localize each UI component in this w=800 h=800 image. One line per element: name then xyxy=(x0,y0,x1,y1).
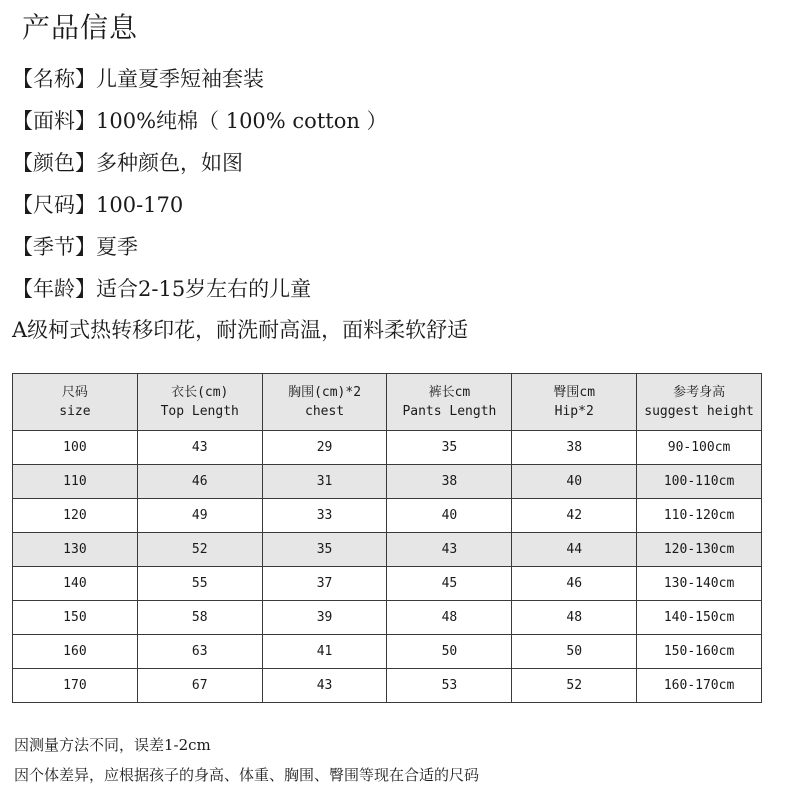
table-cell: 120-130cm xyxy=(637,533,762,567)
table-cell: 100 xyxy=(13,431,138,465)
info-key: 颜色 xyxy=(33,151,75,175)
info-key: 名称 xyxy=(33,67,75,91)
page-title: 产品信息 xyxy=(22,11,139,44)
column-header-suggest-height: 参考身高 suggest height xyxy=(637,374,762,431)
table-body xyxy=(13,431,762,703)
info-value: 儿童夏季短袖套装 xyxy=(96,67,264,91)
table-cell: 50 xyxy=(387,635,512,669)
info-key: 面料 xyxy=(33,109,75,133)
table-cell: 46 xyxy=(137,465,262,499)
info-key: 年龄 xyxy=(33,277,75,301)
table-cell: 39 xyxy=(262,601,387,635)
table-cell: 100-110cm xyxy=(637,465,762,499)
table-cell: 42 xyxy=(512,499,637,533)
table-cell: 38 xyxy=(387,465,512,499)
table-cell: 130 xyxy=(13,533,138,567)
info-value: 多种颜色，如图 xyxy=(96,151,243,175)
table-cell: 41 xyxy=(262,635,387,669)
info-key: 季节 xyxy=(33,235,75,259)
column-header-chest: 胸围(cm)*2 chest xyxy=(262,374,387,431)
table-cell: 48 xyxy=(387,601,512,635)
table-cell: 43 xyxy=(137,431,262,465)
table-row xyxy=(13,601,762,635)
table-cell: 40 xyxy=(512,465,637,499)
measurement-notes xyxy=(14,730,479,790)
info-row-name: 【名称】儿童夏季短袖套装 xyxy=(12,67,264,91)
column-header-size: 尺码 size xyxy=(13,374,138,431)
table-row xyxy=(13,499,762,533)
table-cell: 110-120cm xyxy=(637,499,762,533)
info-value: 夏季 xyxy=(96,235,138,259)
table-cell: 160 xyxy=(13,635,138,669)
table-cell: 45 xyxy=(387,567,512,601)
table-row xyxy=(13,635,762,669)
table-cell: 38 xyxy=(512,431,637,465)
table-cell: 43 xyxy=(262,669,387,703)
table-cell: 52 xyxy=(512,669,637,703)
table-cell: 48 xyxy=(512,601,637,635)
info-row-season: 【季节】夏季 xyxy=(12,235,138,259)
info-key: 尺码 xyxy=(33,193,75,217)
table-row xyxy=(13,669,762,703)
table-cell: 52 xyxy=(137,533,262,567)
info-row-color: 【颜色】多种颜色，如图 xyxy=(12,151,243,175)
table-cell: 160-170cm xyxy=(637,669,762,703)
table-row xyxy=(13,431,762,465)
note-measurement-error: 因测量方法不同，误差1-2cm xyxy=(14,736,211,754)
table-cell: 49 xyxy=(137,499,262,533)
table-cell: 67 xyxy=(137,669,262,703)
table-cell: 150 xyxy=(13,601,138,635)
info-value: 100-170 xyxy=(96,193,184,217)
feature-description: A级柯式热转移印花，耐洗耐高温，面料柔软舒适 xyxy=(12,318,469,342)
table-cell: 140-150cm xyxy=(637,601,762,635)
table-cell: 110 xyxy=(13,465,138,499)
table-row xyxy=(13,567,762,601)
table-cell: 170 xyxy=(13,669,138,703)
note-size-advice: 因个体差异，应根据孩子的身高、体重、胸围、臀围等现在合适的尺码 xyxy=(14,766,480,784)
table-cell: 58 xyxy=(137,601,262,635)
table-cell: 35 xyxy=(262,533,387,567)
table-header-row xyxy=(13,374,762,431)
info-row-age: 【年龄】适合2-15岁左右的儿童 xyxy=(12,277,312,301)
column-header-pants-length: 裤长cm Pants Length xyxy=(387,374,512,431)
table-row xyxy=(13,533,762,567)
table-cell: 33 xyxy=(262,499,387,533)
table-cell: 150-160cm xyxy=(637,635,762,669)
product-info-list xyxy=(12,62,388,314)
info-row-size: 【尺码】100-170 xyxy=(12,193,184,217)
table-cell: 63 xyxy=(137,635,262,669)
table-cell: 90-100cm xyxy=(637,431,762,465)
table-cell: 31 xyxy=(262,465,387,499)
table-cell: 46 xyxy=(512,567,637,601)
table-cell: 43 xyxy=(387,533,512,567)
table-header xyxy=(13,374,762,431)
table-cell: 140 xyxy=(13,567,138,601)
info-value: 100%纯棉（ 100% cotton ） xyxy=(96,109,388,133)
table-cell: 130-140cm xyxy=(637,567,762,601)
table-cell: 37 xyxy=(262,567,387,601)
table-cell: 50 xyxy=(512,635,637,669)
column-header-top-length: 衣长(cm) Top Length xyxy=(137,374,262,431)
info-value: 适合2-15岁左右的儿童 xyxy=(96,277,312,301)
column-header-hip: 臀围cm Hip*2 xyxy=(512,374,637,431)
table-cell: 35 xyxy=(387,431,512,465)
size-chart-table xyxy=(12,373,762,703)
table-row xyxy=(13,465,762,499)
table-cell: 44 xyxy=(512,533,637,567)
table-cell: 53 xyxy=(387,669,512,703)
table-cell: 55 xyxy=(137,567,262,601)
table-cell: 29 xyxy=(262,431,387,465)
table-cell: 40 xyxy=(387,499,512,533)
table-cell: 120 xyxy=(13,499,138,533)
info-row-fabric: 【面料】100%纯棉（ 100% cotton ） xyxy=(12,109,388,133)
